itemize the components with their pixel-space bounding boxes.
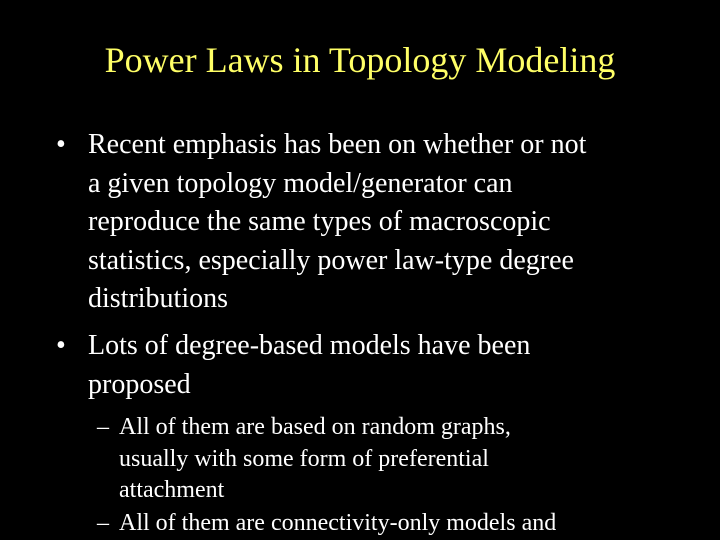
bullet-line: Lots of degree-based models have been [88, 330, 531, 361]
bullet-text [88, 126, 688, 319]
sub-bullet-text [119, 412, 679, 507]
sub-bullet-marker: – [97, 510, 109, 536]
bullet-line: distributions [88, 283, 229, 314]
bullet-line: statistics, especially power law-type degree [88, 244, 574, 276]
bullet-marker: • [56, 129, 66, 160]
sub-bullet-line: All of them are based on random graphs, [119, 414, 511, 440]
bullet-line: reproduce the same types of macroscopic [88, 206, 551, 237]
slide-title: Power Laws in Topology Modeling [104, 40, 616, 80]
bullet-line: a given topology model/generator can [88, 167, 513, 199]
sub-bullet-line: All of them are connectivity-only models and [119, 510, 557, 536]
sub-bullet-text [119, 508, 679, 540]
bullet-marker: • [56, 330, 66, 361]
sub-bullet-line: usually with some form of preferential [119, 445, 489, 472]
bullet-line: proposed [88, 368, 191, 400]
bullet-text [88, 327, 688, 404]
sub-bullet-marker: – [97, 414, 109, 440]
bullet-line: Recent emphasis has been on whether or not [88, 129, 587, 160]
sub-bullet-line: attachment [119, 477, 225, 503]
